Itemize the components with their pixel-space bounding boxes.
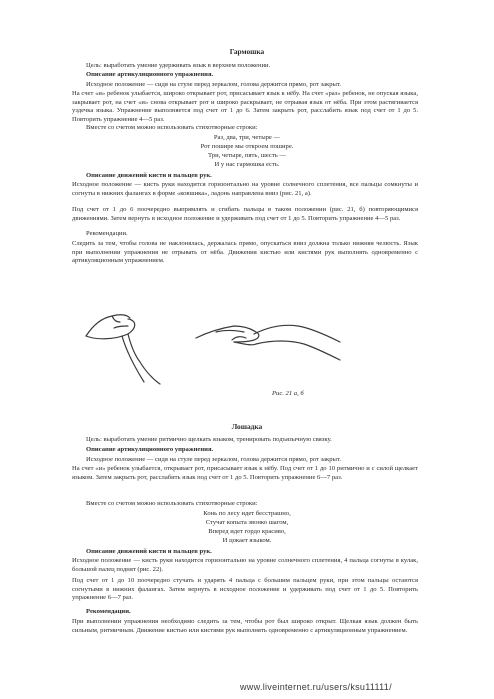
paragraph: На счет «и» ребенок улыбается, открывает рот, присасывает язык к нёбу. Под счет от 1 до 10 ритмично и с силой щелкает языком. Затем закрыть рот, расслабить язык под счет от 1 до 5. Повторить упражнение 6—7 раз. — [72, 465, 418, 481]
paragraph: Исходное положение — кисть руки находится горизонтально на уровне солнечного сплетения, 4 пальца согнуты в кулак, большой палец поднят (рис. 22). — [72, 557, 418, 573]
goal-line: Цель: выработать умение ритмично щелкать языком, тренировать подъязычную связку. — [86, 436, 332, 443]
paragraph: На счет «и» ребенок улыбается, широко открывает рот, присасывает язык к нёбу. На счет «раз» ребенок, не опуская языка, закрывает рот, на счет «и» снова открывает рот и широко раскрывает, не отрывая язык от нёба. При этом растягивается уздечка языка. Упражнение выполняется под счет от 1 до 6. Затем закрыть рот, расслабить язык под счет от 1 до 5. Повторить упражнение 4—5 раз. — [72, 90, 418, 123]
rec-heading: Рекомендации. — [86, 230, 128, 237]
paragraph: Исходное положение — сидя на стуле перед зеркалом, голова держится прямо, рот закрыт. — [86, 456, 341, 463]
poem-line: Вперед идет гордо красиво, — [208, 528, 286, 535]
poem-line: Три, четыре, пять, шесть — — [208, 152, 286, 159]
paragraph: Исходное положение — кисть руки находится горизонтально на уровне солнечного сплетения, все пальцы сомкнуты и согнуты в нижних фалангах в форме «ковшика», ладонь направлена вниз (рис. 21, а). — [72, 181, 418, 197]
paragraph: Следить за тем, чтобы голова не наклонялась, держалась прямо, опускаться вниз должна только нижняя челюсть. Язык при выполнении упражнения не отрывать от нёба. Движения кистью или кистями рук выполнять одновременно с артикуляционным упражнением. — [72, 240, 418, 265]
artic-heading: Описание артикуляционного упражнения. — [86, 446, 214, 453]
hand-heading: Описание движений кисти и пальцев рук. — [86, 172, 212, 179]
hand-heading: Описание движений кисти и пальцев рук. — [86, 548, 212, 555]
poem-line: Стучат копыта звонко шагом, — [205, 519, 289, 526]
section-title: Лошадка — [231, 422, 263, 431]
figure-caption: Рис. 21 а, б — [272, 390, 304, 397]
poem-line: Рот пошире мы откроем пошире. — [200, 143, 294, 150]
goal-line: Цель: выработать умение удерживать язык в верхнем положении. — [86, 62, 271, 69]
poem-line: И у нас гармошка есть. — [214, 161, 280, 168]
paragraph: Под счет от 1 до 10 поочередно стучать и ударять 4 пальца с большим пальцем руки, при этом пальцы остаются согнутыми в нижних фалангах. Затем вернуть в исходное положение и удерживать под счет от 1 до 5. Повторить упражнение 6—7 раз. — [72, 577, 418, 602]
poem-line: Конь по лесу идет бесстрашно, — [203, 510, 291, 517]
poem-line: Раз, два, три, четыре — — [213, 134, 281, 141]
source-watermark: www.liveinternet.ru/users/ksu11111/ — [240, 682, 392, 692]
paragraph: Вместе со счетом можно использовать стихотворные строки: — [86, 500, 258, 507]
poem-line: И цокает языком. — [222, 537, 272, 544]
paragraph: Под счет от 1 до 6 поочередно выпрямлять и сгибать пальцы в таком положении (рис. 21, б) повторяющимися движениями. Затем вернуть в исходное положение и удерживать под счет от 1 до 5. Повторить упражнение 4—5 раз. — [72, 206, 418, 222]
rec-heading: Рекомендации. — [86, 608, 131, 615]
artic-heading: Описание артикуляционного упражнения. — [86, 71, 214, 78]
paragraph: Исходное положение — сидя на стуле перед зеркалом, голова держится прямо, рот закрыт. — [86, 81, 341, 88]
hand-figure — [84, 296, 344, 386]
section-title: Гармошка — [229, 47, 265, 56]
paragraph: При выполнении упражнения необходимо следить за тем, чтобы рот был широко открыт. Щелкая язык должен быть сильным, ритмичным. Движение кистью или кистями рук выполнять одновременно с артикуляционным упражнением. — [72, 618, 418, 634]
paragraph: Вместе со счетом можно использовать стихотворные строки: — [86, 124, 258, 131]
